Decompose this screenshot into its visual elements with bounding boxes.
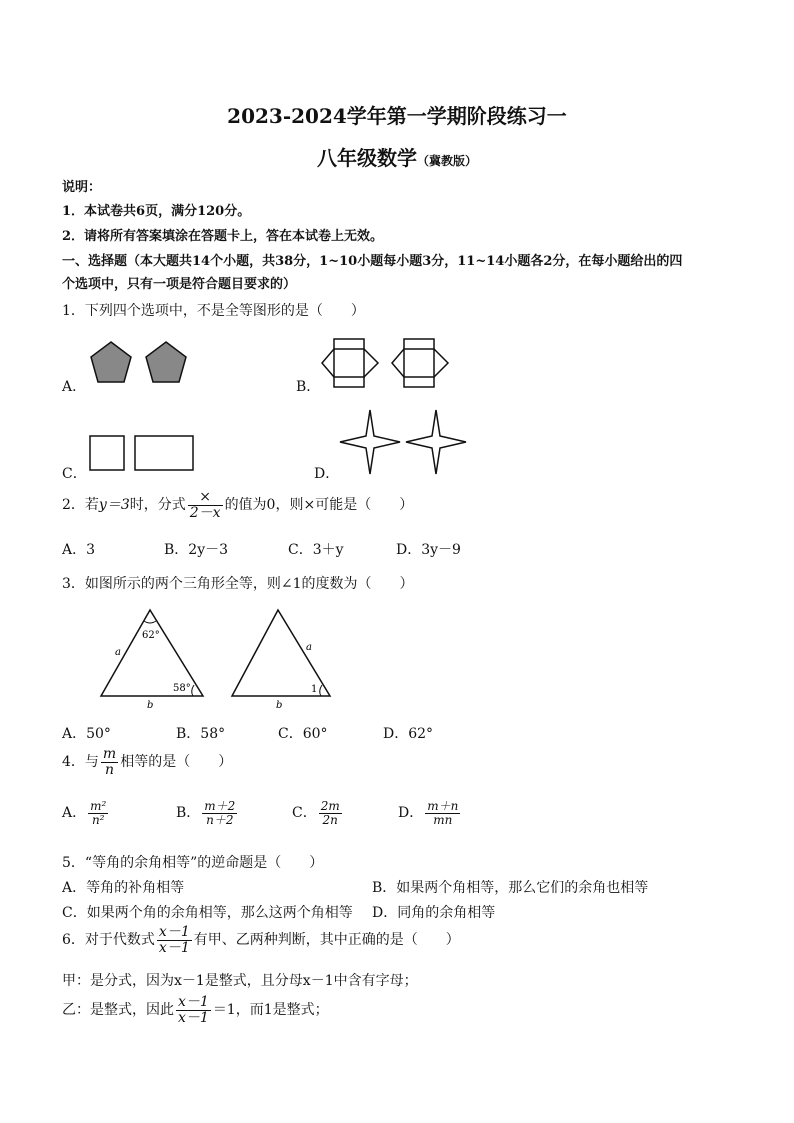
q3-stem: 3．如图所示的两个三角形全等，则∠1的度数为（ ）	[62, 576, 414, 592]
q5-option-d: D．同角的余角相等	[372, 905, 496, 921]
q1-label-c: C．	[62, 466, 87, 482]
q4-stem: 4．与 $\frac{m}{n}$ 相等的是（ ）	[62, 746, 233, 778]
label-58: 58°	[173, 683, 191, 694]
q3-option-c: C．60°	[278, 726, 328, 742]
q1-label-a: A．	[62, 379, 87, 395]
note-2: 2．请将所有答案填涂在答题卡上，答在本试卷上无效。	[62, 229, 384, 244]
section1-line2: 个选项中，只有一项是符合题目要求的）	[62, 277, 297, 292]
q6-jia: 甲：是分式，因为x－1是整式，且分母x－1中含有字母；	[62, 973, 418, 989]
label-62: 62°	[142, 630, 160, 641]
label-b-left: b	[147, 700, 154, 711]
edition-label: （冀教版）	[416, 154, 477, 168]
q2-option-a: A．3	[62, 542, 96, 558]
q5-stem: 5．“等角的余角相等”的逆命题是（ ）	[62, 855, 324, 871]
q1-figure-a	[88, 340, 193, 390]
q1-label-d: D．	[314, 466, 340, 482]
label-a-left: a	[115, 647, 121, 658]
pentagon-1	[91, 342, 131, 382]
q3-option-b: B．58°	[176, 726, 226, 742]
q1-figure-b	[320, 333, 465, 395]
q2-option-c: C．3＋y	[288, 542, 344, 558]
q6-yi: 乙：是整式，因此 $\frac{x-1}{x-1}$ ＝1，而1是整式；	[62, 994, 329, 1026]
q4-option-d: D． $\frac{m+n}{mn}$	[398, 799, 459, 827]
q5-option-c: C．如果两个角的余角相等，那么这两个角相等	[62, 905, 353, 921]
q3-triangle-figure	[95, 605, 345, 715]
star-1	[340, 410, 400, 474]
q1-figure-c	[88, 434, 198, 474]
q1-stem: 1．下列四个选项中，不是全等图形的是（ ）	[62, 303, 365, 319]
q2-fraction: $\frac{\times}{2-x}$	[189, 489, 221, 521]
page-title: 2023-2024学年第一学期阶段练习一	[227, 104, 567, 128]
rectangle	[135, 436, 193, 470]
q1-label-b: B．	[296, 379, 321, 395]
q2-stem: 2．若y＝3时，分式 $\frac{\times}{2-x}$ 的值为0，则×可能是（ ）	[62, 489, 414, 521]
notes-heading: 说明：	[62, 180, 102, 195]
q1-figure-d	[338, 408, 473, 478]
q3-option-a: A．50°	[62, 726, 111, 742]
q6-yi-fraction: $\frac{x-1}{x-1}$	[178, 994, 209, 1026]
q3-option-d: D．62°	[383, 726, 434, 742]
q6-stem: 6．对于代数式 $\frac{x-1}{x-1}$ 有甲、乙两种判断，其中正确的是（ ）	[62, 924, 460, 956]
pentagon-2	[146, 342, 186, 382]
double-arrow-shape-1	[322, 339, 378, 387]
star-2	[406, 410, 466, 474]
note-1: 1．本试卷共6页，满分120分。	[62, 204, 251, 219]
q2-option-d: D．3y－9	[396, 542, 461, 558]
q4-option-a: A． $\frac{\text{m²}}{\text{n²}}$	[62, 799, 107, 827]
square	[90, 436, 124, 470]
page-subtitle: 八年级数学（冀教版）	[316, 146, 477, 170]
q4-option-c: C． $\frac{2m}{2n}$	[292, 799, 340, 827]
q4-option-b: B． $\frac{m+2}{n+2}$	[176, 799, 236, 827]
label-angle-1: 1	[311, 684, 318, 695]
q6-fraction: $\frac{x-1}{x-1}$	[158, 924, 190, 956]
label-a-right: a	[306, 642, 312, 653]
double-arrow-shape-2	[392, 339, 448, 387]
section1-line1: 一、选择题（本大题共14个小题，共38分，1~10小题每小题3分，11~14小题各2分，在每小题给出的四	[62, 254, 683, 269]
q2-option-b: B．2y－3	[164, 542, 229, 558]
q5-option-a: A．等角的补角相等	[62, 880, 185, 896]
q4-fraction: $\frac{m}{n}$	[102, 746, 117, 778]
q5-option-b: B．如果两个角相等，那么它们的余角也相等	[372, 880, 649, 896]
label-b-right: b	[276, 700, 283, 711]
